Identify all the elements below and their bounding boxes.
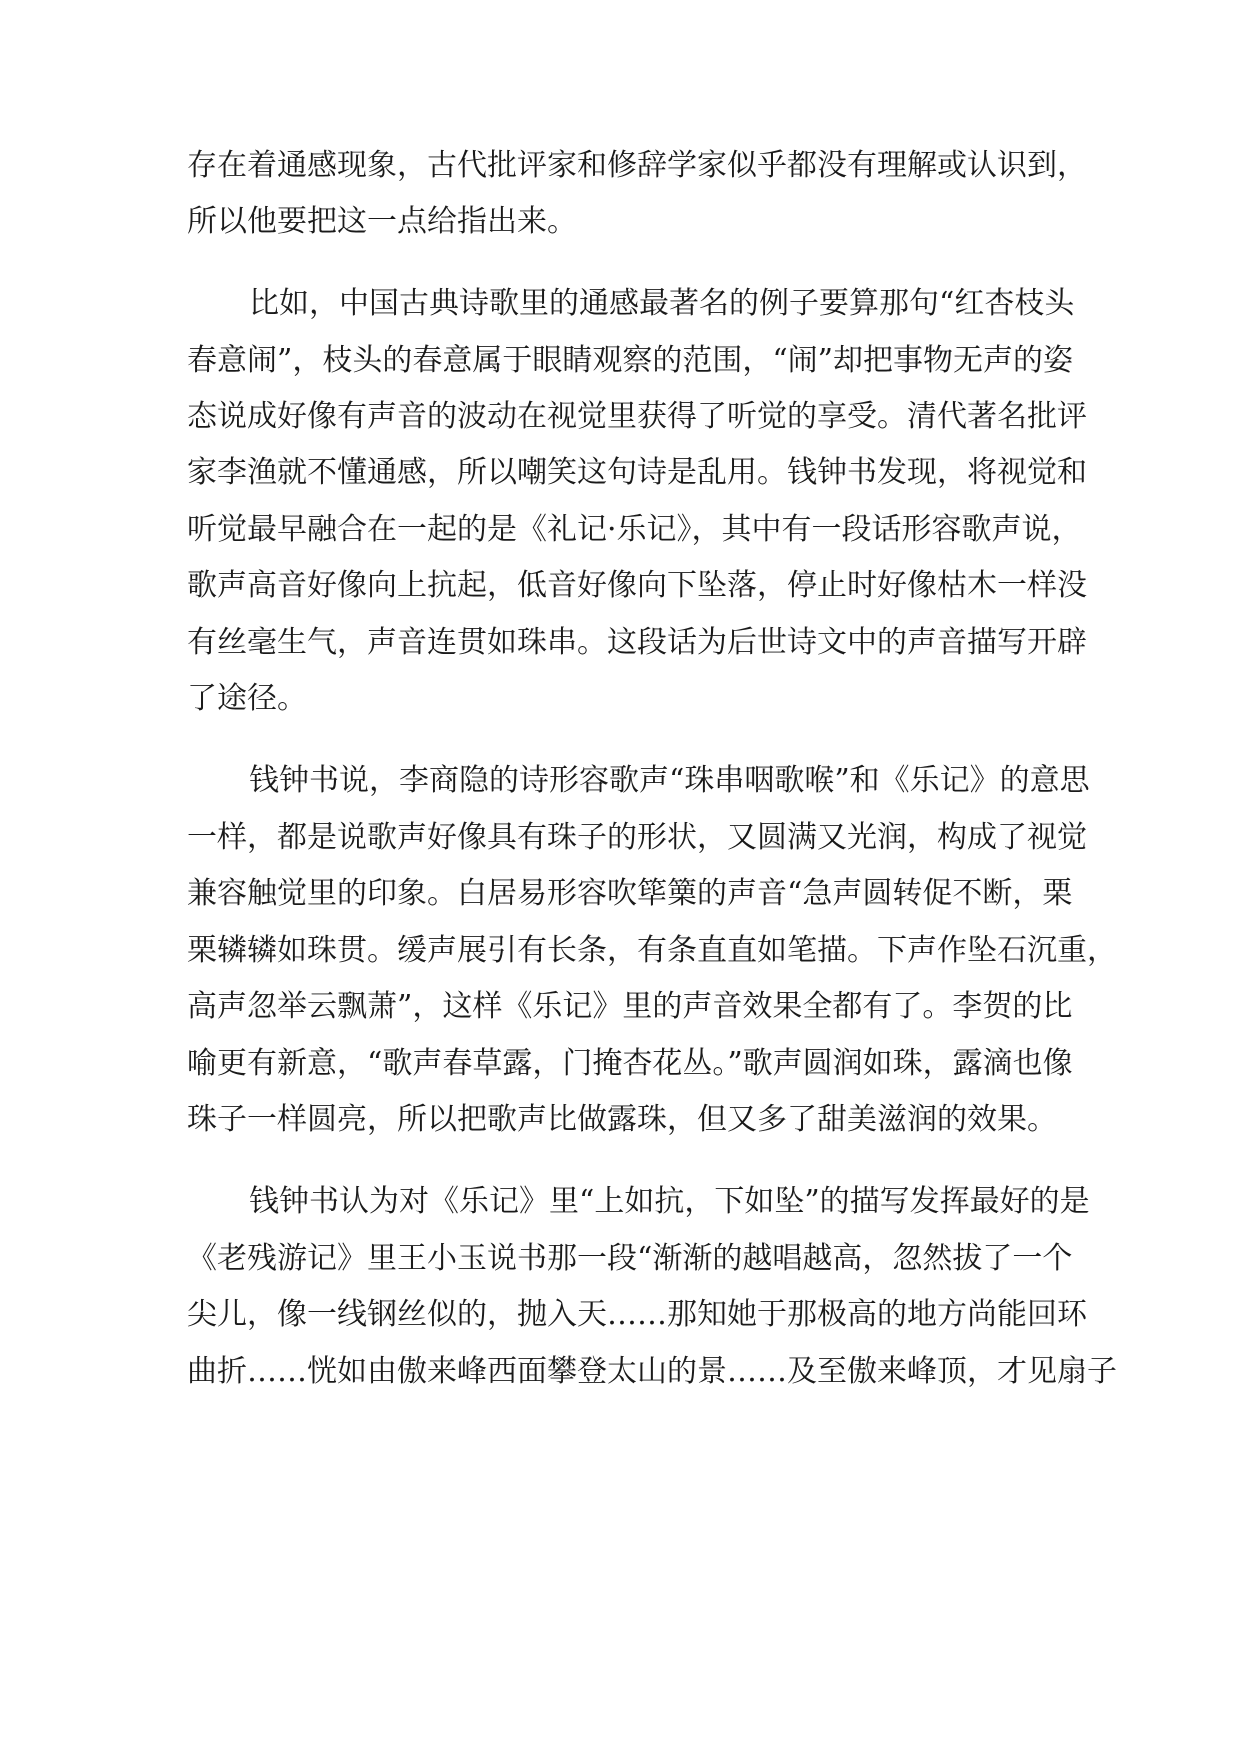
- body-text: [187, 0, 1117, 1754]
- paragraph-2-line-2: 春意闹”，枝头的春意属于眼睛观察的范围，“闹”却把事物无声的姿: [187, 343, 1074, 378]
- paragraph-2-line-8: 了途径。: [187, 681, 307, 716]
- paragraph-2-line-3: 态说成好像有声音的波动在视觉里获得了听觉的享受。清代著名批评: [187, 399, 1087, 434]
- paragraph-2-line-4: 家李渔就不懂通感，所以嘲笑这句诗是乱用。钱钟书发现，将视觉和: [187, 455, 1087, 490]
- paragraph-3-line-4: 栗辚辚如珠贯。缓声展引有长条，有条直直如笔描。下声作坠石沉重，: [187, 933, 1117, 968]
- paragraph-4-line-3: 尖儿，像一线钢丝似的，抛入天……那知她于那极高的地方尚能回环: [187, 1297, 1087, 1332]
- paragraph-1-line-1: 存在着通感现象，古代批评家和修辞学家似乎都没有理解或认识到，: [187, 148, 1087, 183]
- paragraph-4-line-4: 曲折……恍如由傲来峰西面攀登太山的景……及至傲来峰顶，才见扇子: [187, 1354, 1117, 1389]
- paragraph-4-line-1: 钱钟书认为对《乐记》里“上如抗，下如坠”的描写发挥最好的是: [249, 1184, 1090, 1219]
- paragraph-3-line-5: 高声忽举云飘萧”，这样《乐记》里的声音效果全都有了。李贺的比: [187, 989, 1073, 1024]
- paragraph-2-line-1: 比如，中国古典诗歌里的通感最著名的例子要算那句“红杏枝头: [249, 286, 1075, 321]
- paragraph-1-line-2: 所以他要把这一点给指出来。: [187, 204, 577, 239]
- paragraph-2-line-7: 有丝毫生气，声音连贯如珠串。这段话为后世诗文中的声音描写开辟: [187, 625, 1087, 660]
- paragraph-3-line-1: 钱钟书说，李商隐的诗形容歌声“珠串咽歌喉”和《乐记》的意思: [249, 763, 1090, 798]
- paragraph-2-line-6: 歌声高音好像向上抗起，低音好像向下坠落，停止时好像枯木一样没: [187, 568, 1087, 603]
- paragraph-3-line-3: 兼容触觉里的印象。白居易形容吹筚篥的声音“急声圆转促不断，栗: [187, 876, 1073, 911]
- paragraph-3-line-2: 一样，都是说歌声好像具有珠子的形状，又圆满又光润，构成了视觉: [187, 820, 1087, 855]
- paragraph-2-line-5: 听觉最早融合在一起的是《礼记·乐记》，其中有一段话形容歌声说，: [187, 512, 1082, 547]
- paragraph-3-line-7: 珠子一样圆亮，所以把歌声比做露珠，但又多了甜美滋润的效果。: [187, 1102, 1057, 1137]
- paragraph-3-line-6: 喻更有新意，“歌声春草露，门掩杏花丛。”歌声圆润如珠，露滴也像: [187, 1046, 1073, 1081]
- paragraph-4-line-2: 《老残游记》里王小玉说书那一段“渐渐的越唱越高，忽然拔了一个: [187, 1241, 1073, 1276]
